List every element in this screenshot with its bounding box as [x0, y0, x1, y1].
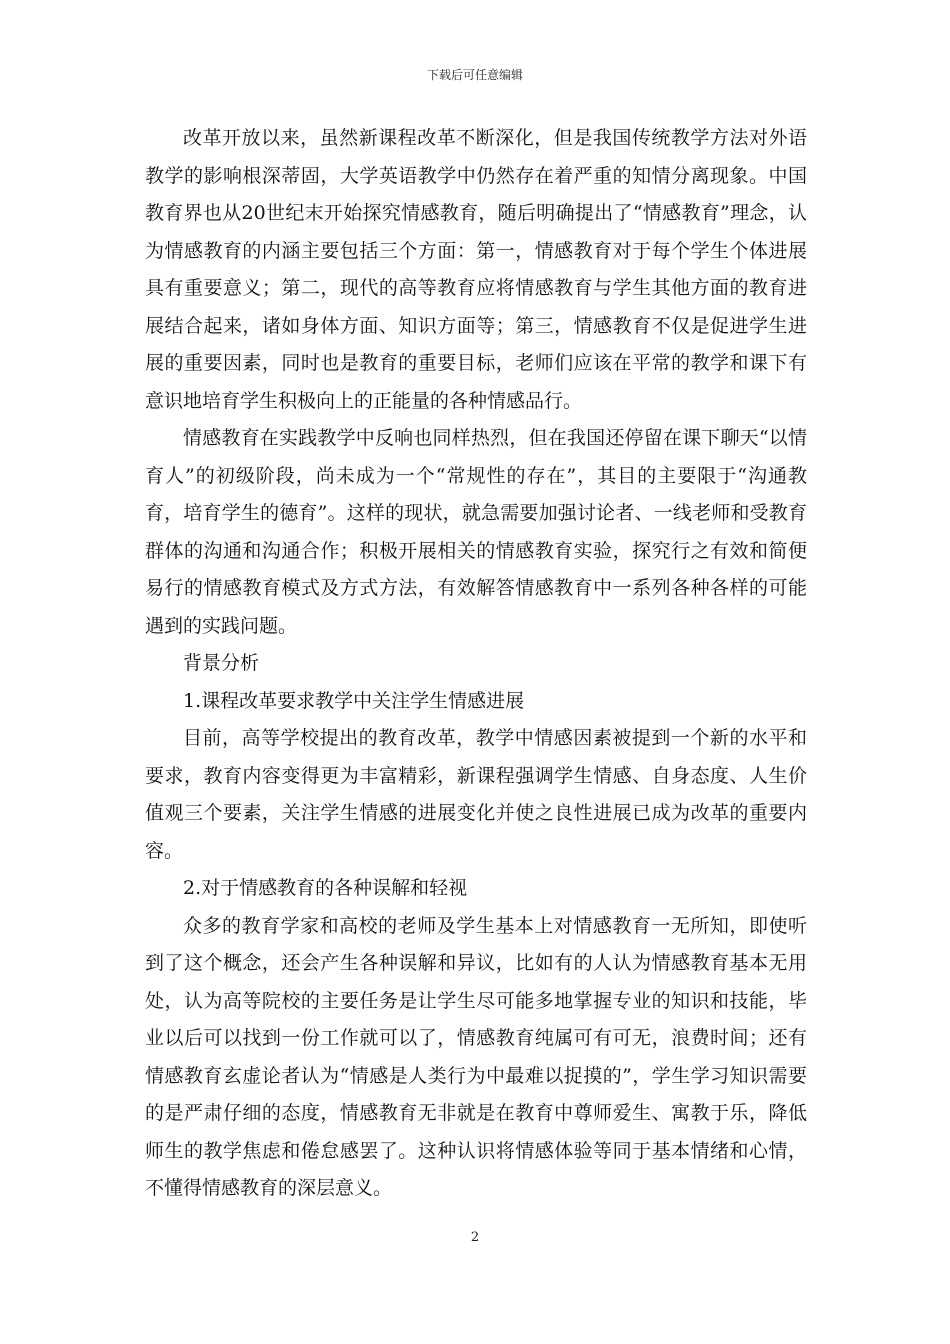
paragraph-practice-status: 情感教育在实践教学中反响也同样热烈，但在我国还停留在课下聊天“以情育人”的初级阶段，尚未成为一个“常规性的存在”，其目的主要限于“沟通教育，培育学生的德育”。这样的现状，就急需要加强讨论者、一线老师和受教育群体的沟通和沟通合作；积极开展相关的情感教育实验，探究行之有效和简便易行的情感教育模式及方式方法，有效解答情感教育中一系列各种各样的可能遇到的实践问题。	[145, 427, 807, 637]
subheading-curriculum-reform: 1.课程改革要求教学中关注学生情感进展	[183, 689, 525, 712]
paragraph-curriculum-reform: 目前，高等学校提出的教育改革，教学中情感因素被提到一个新的水平和要求，教育内容变得更为丰富精彩，新课程强调学生情感、自身态度、人生价值观三个要素，关注学生情感的进展变化并使之良性进展已成为改革的重要内容。	[145, 727, 807, 862]
page-header-note: 下载后可任意编辑	[426, 68, 523, 82]
section-heading-background: 背景分析	[183, 652, 260, 674]
paragraph-misunderstandings: 众多的教育学家和高校的老师及学生基本上对情感教育一无所知，即使听到了这个概念，还会产生各种误解和异议，比如有的人认为情感教育基本无用处，认为高等院校的主要任务是让学生尽可能多地掌握专业的知识和技能，毕业以后可以找到一份工作就可以了，情感教育纯属可有可无，浪费时间；还有情感教育玄虚论者认为“情感是人类行为中最难以捉摸的”，学生学习知识需要的是严肃仔细的态度，情感教育无非就是在教育中尊师爱生、寓教于乐，降低师生的教学焦虑和倦怠感罢了。这种认识将情感体验等同于基本情绪和心情，不懂得情感教育的深层意义。	[145, 914, 807, 1199]
subheading-misunderstandings: 2.对于情感教育的各种误解和轻视	[183, 877, 468, 899]
page-number: 2	[470, 1230, 480, 1245]
document-body	[145, 120, 807, 1208]
paragraph-reform-background: 改革开放以来，虽然新课程改革不断深化，但是我国传统教学方法对外语教学的影响根深蒂固，大学英语教学中仍然存在着严重的知情分离现象。中国教育界也从20世纪末开始探究情感教育，随后明确提出了“情感教育”理念，认为情感教育的内涵主要包括三个方面：第一，情感教育对于每个学生个体进展具有重要意义；第二，现代的高等教育应将情感教育与学生其他方面的教育进展结合起来，诸如身体方面、知识方面等；第三，情感教育不仅是促进学生进展的重要因素，同时也是教育的重要目标，老师们应该在平常的教学和课下有意识地培育学生积极向上的正能量的各种情感品行。	[145, 127, 807, 412]
